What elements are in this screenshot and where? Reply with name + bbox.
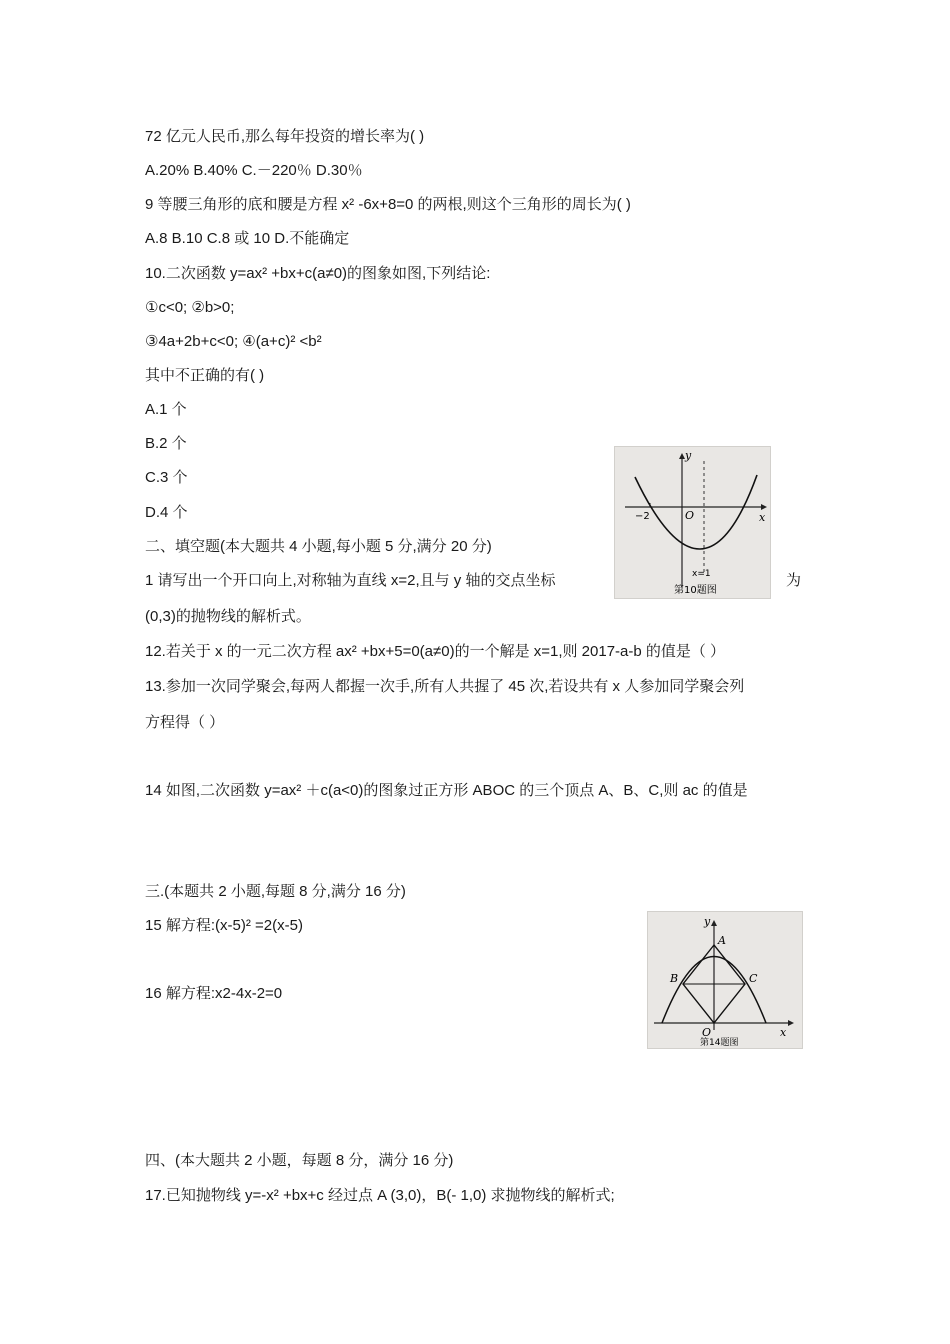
x-axis-label: x [780, 1026, 787, 1039]
figure-question-14 [647, 911, 803, 1049]
parabola-curve [635, 475, 757, 549]
x-axis-arrow-icon [761, 504, 767, 510]
question-12-stem: 12.若关于 x 的一元二次方程 ax² +bx+5=0(a≠0)的一个解是 x=1,则 2017-a-b 的值是（ ） [145, 643, 726, 660]
vertex-c-label: C [749, 972, 758, 985]
question-10-option-a: A.1 个 [145, 401, 187, 418]
section-3-heading: 三.(本题共 2 小题,每题 8 分,满分 16 分) [145, 883, 406, 900]
figure-10-caption: 第10题图 [674, 585, 717, 596]
x-axis-arrow-icon [788, 1020, 794, 1026]
section-2-heading: 二、填空题(本大题共 4 小题,每小题 5 分,满分 20 分) [145, 538, 492, 555]
question-11-stem-end: (0,3)的抛物线的解析式。 [145, 608, 311, 625]
question-8-stem-end: 72 亿元人民币,那么每年投资的增长率为( ) [145, 128, 425, 145]
question-10-option-c: C.3 个 [145, 469, 188, 486]
question-15-stem: 15 解方程:(x-5)² =2(x-5) [145, 917, 303, 934]
section-4-heading: 四、(本大题共 2 小题，每题 8 分，满分 16 分) [145, 1152, 454, 1169]
question-9-options: A.8 B.10 C.8 或 10 D.不能确定 [145, 230, 350, 247]
y-axis-arrow-icon [711, 920, 717, 926]
figure-14-graph [648, 912, 802, 1048]
question-10-conclusions-1-2: ①c<0; ②b>0; [145, 299, 235, 316]
question-17-stem: 17.已知抛物线 y=-x² +bx+c 经过点 A (3,0)，B(- 1,0) 求抛物线的解析式; [145, 1187, 615, 1204]
y-axis-label: y [704, 915, 711, 928]
figure-14-caption: 第14题图 [700, 1038, 739, 1048]
question-8-options: A.20% B.40% C.－220％ D.30％ [145, 162, 363, 179]
symmetry-label: x=1 [692, 569, 711, 579]
question-10-option-b: B.2 个 [145, 435, 187, 452]
tick-label-neg2: −2 [635, 511, 650, 522]
question-10-conclusions-3-4: ③4a+2b+c<0; ④(a+c)² <b² [145, 333, 322, 350]
x-axis-label: x [759, 511, 766, 524]
question-16-stem: 16 解方程:x2-4x-2=0 [145, 985, 283, 1002]
question-10-ask: 其中不正确的有( ) [145, 367, 265, 384]
vertex-b-label: B [670, 972, 679, 985]
question-14-stem: 14 如图,二次函数 y=ax² ＋c(a<0)的图象过正方形 ABOC 的三个顶点 A、B、C,则 ac 的值是 [145, 782, 748, 799]
question-13-stem-end: 方程得（ ） [145, 714, 225, 731]
figure-question-10 [614, 446, 771, 599]
question-11-stem-tail: 为 [786, 572, 802, 589]
origin-label: O [702, 1026, 712, 1039]
origin-label: O [685, 509, 695, 522]
question-10-stem: 10.二次函数 y=ax² +bx+c(a≠0)的图象如图,下列结论: [145, 265, 491, 282]
y-axis-label: y [685, 449, 692, 462]
question-10-option-d: D.4 个 [145, 504, 188, 521]
vertex-a-label: A [718, 934, 726, 947]
question-13-stem: 13.参加一次同学聚会,每两人都握一次手,所有人共握了 45 次,若设共有 x 人参加同学聚会列 [145, 678, 745, 695]
question-9-stem: 9 等腰三角形的底和腰是方程 x² -6x+8=0 的两根,则这个三角形的周长为( ) [145, 196, 631, 213]
figure-10-graph [615, 447, 770, 598]
question-11-stem: 1 请写出一个开口向上,对称轴为直线 x=2,且与 y 轴的交点坐标 [145, 572, 556, 589]
